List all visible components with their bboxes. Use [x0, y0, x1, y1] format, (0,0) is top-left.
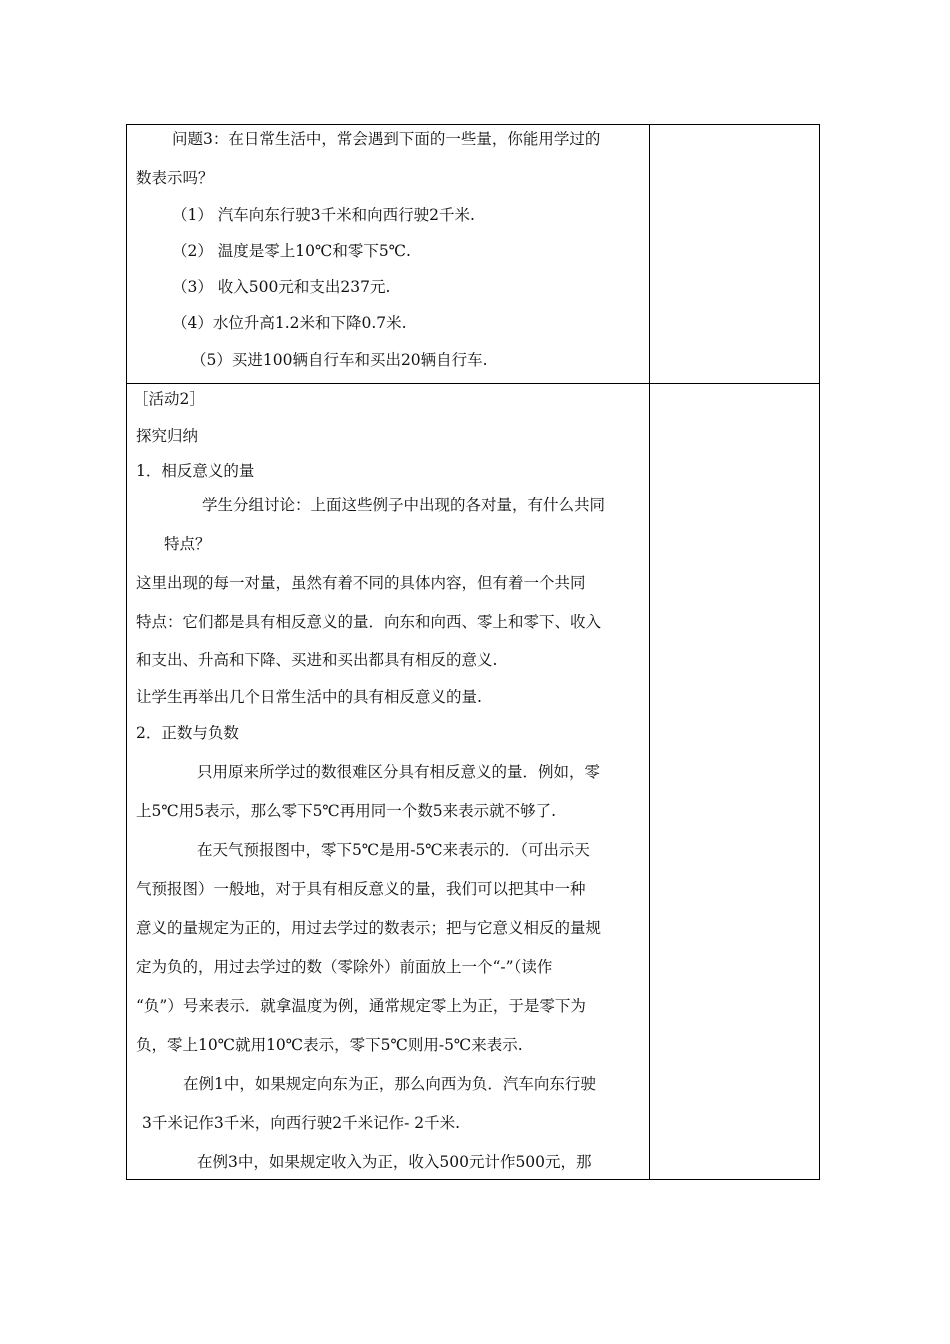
paragraph-line: 这里出现的每一对量，虽然有着不同的具体内容，但有着一个共同 — [136, 574, 586, 592]
paragraph-line: 3千米记作3千米，向西行驶2千米记作- 2千米. — [142, 1114, 461, 1132]
paragraph-line: 只用原来所学过的数很难区分具有相反意义的量．例如，零 — [197, 763, 601, 781]
problem-3-intro: 问题3：在日常生活中，常会遇到下面的一些量，你能用学过的 — [172, 130, 601, 148]
problem-item-5: （5）买进100辆自行车和买出20辆自行车. — [191, 351, 488, 369]
paragraph-line: 学生分组讨论：上面这些例子中出现的各对量，有什么共同 — [202, 496, 606, 514]
paragraph-line: 意义的量规定为正的，用过去学过的数表示；把与它意义相反的量规 — [136, 919, 602, 937]
section-title: 探究归纳 — [136, 427, 199, 445]
paragraph-line: 特点？ — [164, 535, 211, 553]
paragraph-line: 气预报图）一般地，对于具有相反意义的量，我们可以把其中一种 — [136, 880, 586, 898]
paragraph-line: 在例3中，如果规定收入为正，收入500元计作500元，那 — [197, 1153, 592, 1171]
problem-item-2: （2） 温度是零上10℃和零下5℃. — [172, 242, 411, 260]
activity-heading: ［活动2］ — [133, 390, 205, 408]
row-divider — [127, 383, 819, 384]
paragraph-line: 和支出、升高和下降、买进和买出都具有相反的意义. — [136, 651, 498, 669]
problem-item-4: （4）水位升高1.2米和下降0.7米. — [172, 314, 407, 332]
paragraph-line: 定为负的，用过去学过的数（零除外）前面放上一个“-”（读作 — [136, 958, 553, 976]
subsection-2-title: 2．正数与负数 — [136, 724, 239, 742]
paragraph-line: 让学生再举出几个日常生活中的具有相反意义的量. — [136, 688, 482, 706]
subsection-1-title: 1．相反意义的量 — [136, 462, 255, 480]
paragraph-line: 负，零上10℃就用10℃表示，零下5℃则用-5℃来表示. — [136, 1036, 523, 1054]
problem-3-intro-cont: 数表示吗？ — [136, 169, 214, 187]
column-divider — [649, 125, 650, 1179]
paragraph-line: 在天气预报图中，零下5℃是用-5℃来表示的．（可出示天 — [197, 841, 590, 859]
paragraph-line: 特点：它们都是具有相反意义的量．向东和向西、零上和零下、收入 — [136, 613, 602, 631]
paragraph-line: 上5℃用5表示，那么零下5℃再用同一个数5来表示就不够了. — [136, 802, 557, 820]
problem-item-1: （1） 汽车向东行驶3千米和向西行驶2千米. — [172, 206, 475, 224]
paragraph-line: 在例1中，如果规定向东为正，那么向西为负．汽车向东行驶 — [183, 1075, 596, 1093]
paragraph-line: “负”）号来表示．就拿温度为例，通常规定零上为正，于是零下为 — [136, 997, 586, 1015]
lesson-table — [126, 124, 820, 1180]
problem-item-3: （3） 收入500元和支出237元. — [172, 278, 391, 296]
